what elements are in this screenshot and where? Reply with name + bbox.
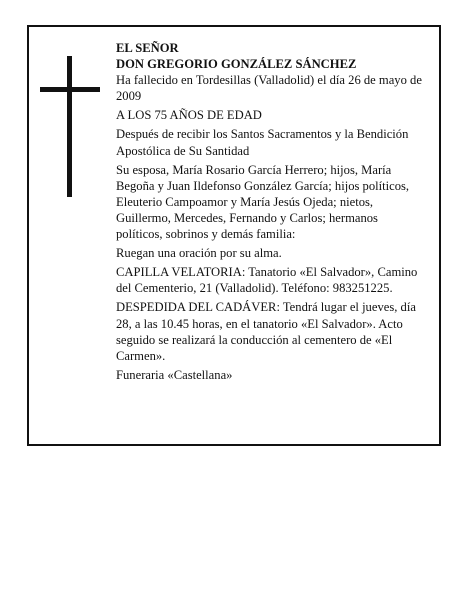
family-list: Su esposa, María Rosario García Herrero; hijos, María Begoña y Juan Ildefonso González García; hijos políticos, Eleuterio Campoamor y María Jesús Ojeda; nietos, Guillermo, Mercedes, Fernando y Carlos; hermanos políticos, sobrinos y demás familia: bbox=[116, 162, 410, 242]
prayer-request: Ruegan una oración por su alma. bbox=[116, 246, 282, 261]
farewell-info: DESPEDIDA DEL CADÁVER: Tendrá lugar el jueves, día 28, a las 10.45 horas, en el tanatorio «El Salvador». Acto seguido se realizará la conducción al cementero de «El Carmen». bbox=[116, 300, 416, 363]
age-line: A LOS 75 AÑOS DE EDAD bbox=[116, 108, 262, 123]
funeral-home: Funeraria «Castellana» bbox=[116, 367, 233, 382]
sacraments-line: Después de recibir los Santos Sacramentos y la Bendición Apostólica de Su Santidad bbox=[116, 127, 409, 158]
cross-vertical-bar bbox=[67, 56, 72, 197]
obituary-notice bbox=[27, 25, 441, 446]
deceased-name: DON GREGORIO GONZÁLEZ SÁNCHEZ bbox=[116, 57, 357, 72]
cross-horizontal-bar bbox=[40, 87, 100, 92]
deceased-title: EL SEÑOR bbox=[116, 41, 179, 55]
obituary-text bbox=[116, 40, 426, 386]
death-notice: Ha fallecido en Tordesillas (Valladolid) el día 26 de mayo de 2009 bbox=[116, 73, 422, 104]
chapel-info: CAPILLA VELATORIA: Tanatorio «El Salvador», Camino del Cementerio, 21 (Valladolid). Teléfono: 983251225. bbox=[116, 265, 418, 296]
